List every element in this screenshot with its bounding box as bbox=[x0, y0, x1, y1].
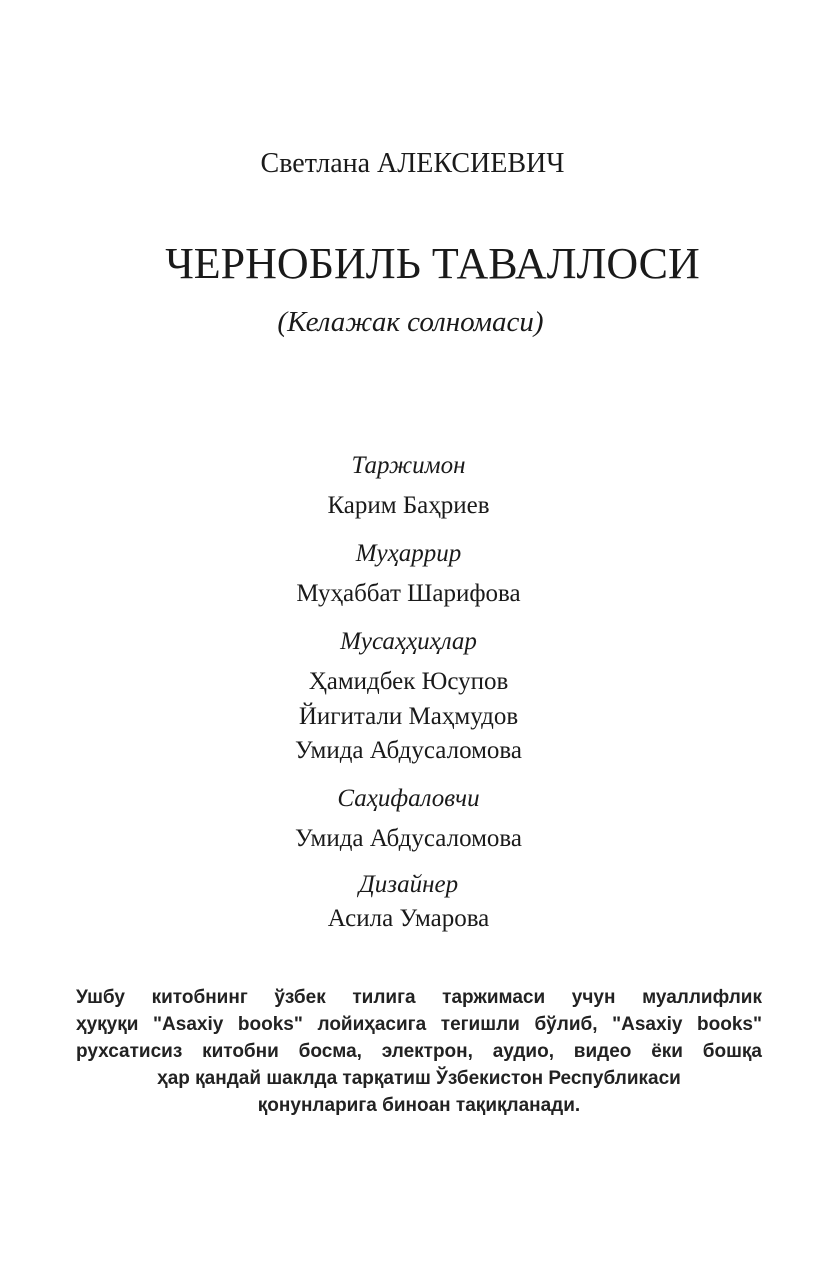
credit-name: Муҳаббат Шарифова bbox=[296, 580, 521, 607]
credit-name: Асила Умарова bbox=[327, 905, 490, 932]
credit-role-designer: Дизайнер bbox=[358, 871, 459, 898]
copyright-notice bbox=[76, 984, 762, 1119]
notice-line: ҳуқуқи "Asaxiy books" лойиҳасига тегишли бўлиб, "Asaxiy books" bbox=[76, 1014, 762, 1035]
credit-role-proofreaders: Мусаҳҳиҳлар bbox=[340, 628, 477, 655]
credit-role-editor: Муҳаррир bbox=[355, 540, 462, 567]
credit-name: Умида Абдусаломова bbox=[295, 825, 522, 852]
credit-name: Ҳамидбек Юсупов bbox=[308, 668, 509, 695]
credit-role-layout: Саҳифаловчи bbox=[337, 785, 480, 812]
author-name: Светлана АЛЕКСИЕВИЧ bbox=[260, 148, 565, 179]
notice-line: рухсатисиз китобни босма, электрон, аудио, видео ёки бошқа bbox=[76, 1041, 762, 1062]
book-subtitle: (Келажак солномаси) bbox=[277, 306, 544, 338]
notice-line: Ушбу китобнинг ўзбек тилига таржимаси учун муаллифлик bbox=[76, 987, 762, 1008]
credit-name: Карим Баҳриев bbox=[327, 492, 490, 519]
credit-role-translator: Таржимон bbox=[351, 452, 466, 479]
notice-line: қонунларига биноан тақиқланади. bbox=[257, 1095, 581, 1116]
credit-name: Умида Абдусаломова bbox=[295, 737, 522, 764]
credit-name: Йигитали Маҳмудов bbox=[298, 703, 519, 730]
notice-line: ҳар қандай шаклда тарқатиш Ўзбекистон Республикаси bbox=[157, 1068, 681, 1089]
book-title: ЧЕРНОБИЛЬ ТАВАЛЛОСИ bbox=[165, 239, 700, 288]
